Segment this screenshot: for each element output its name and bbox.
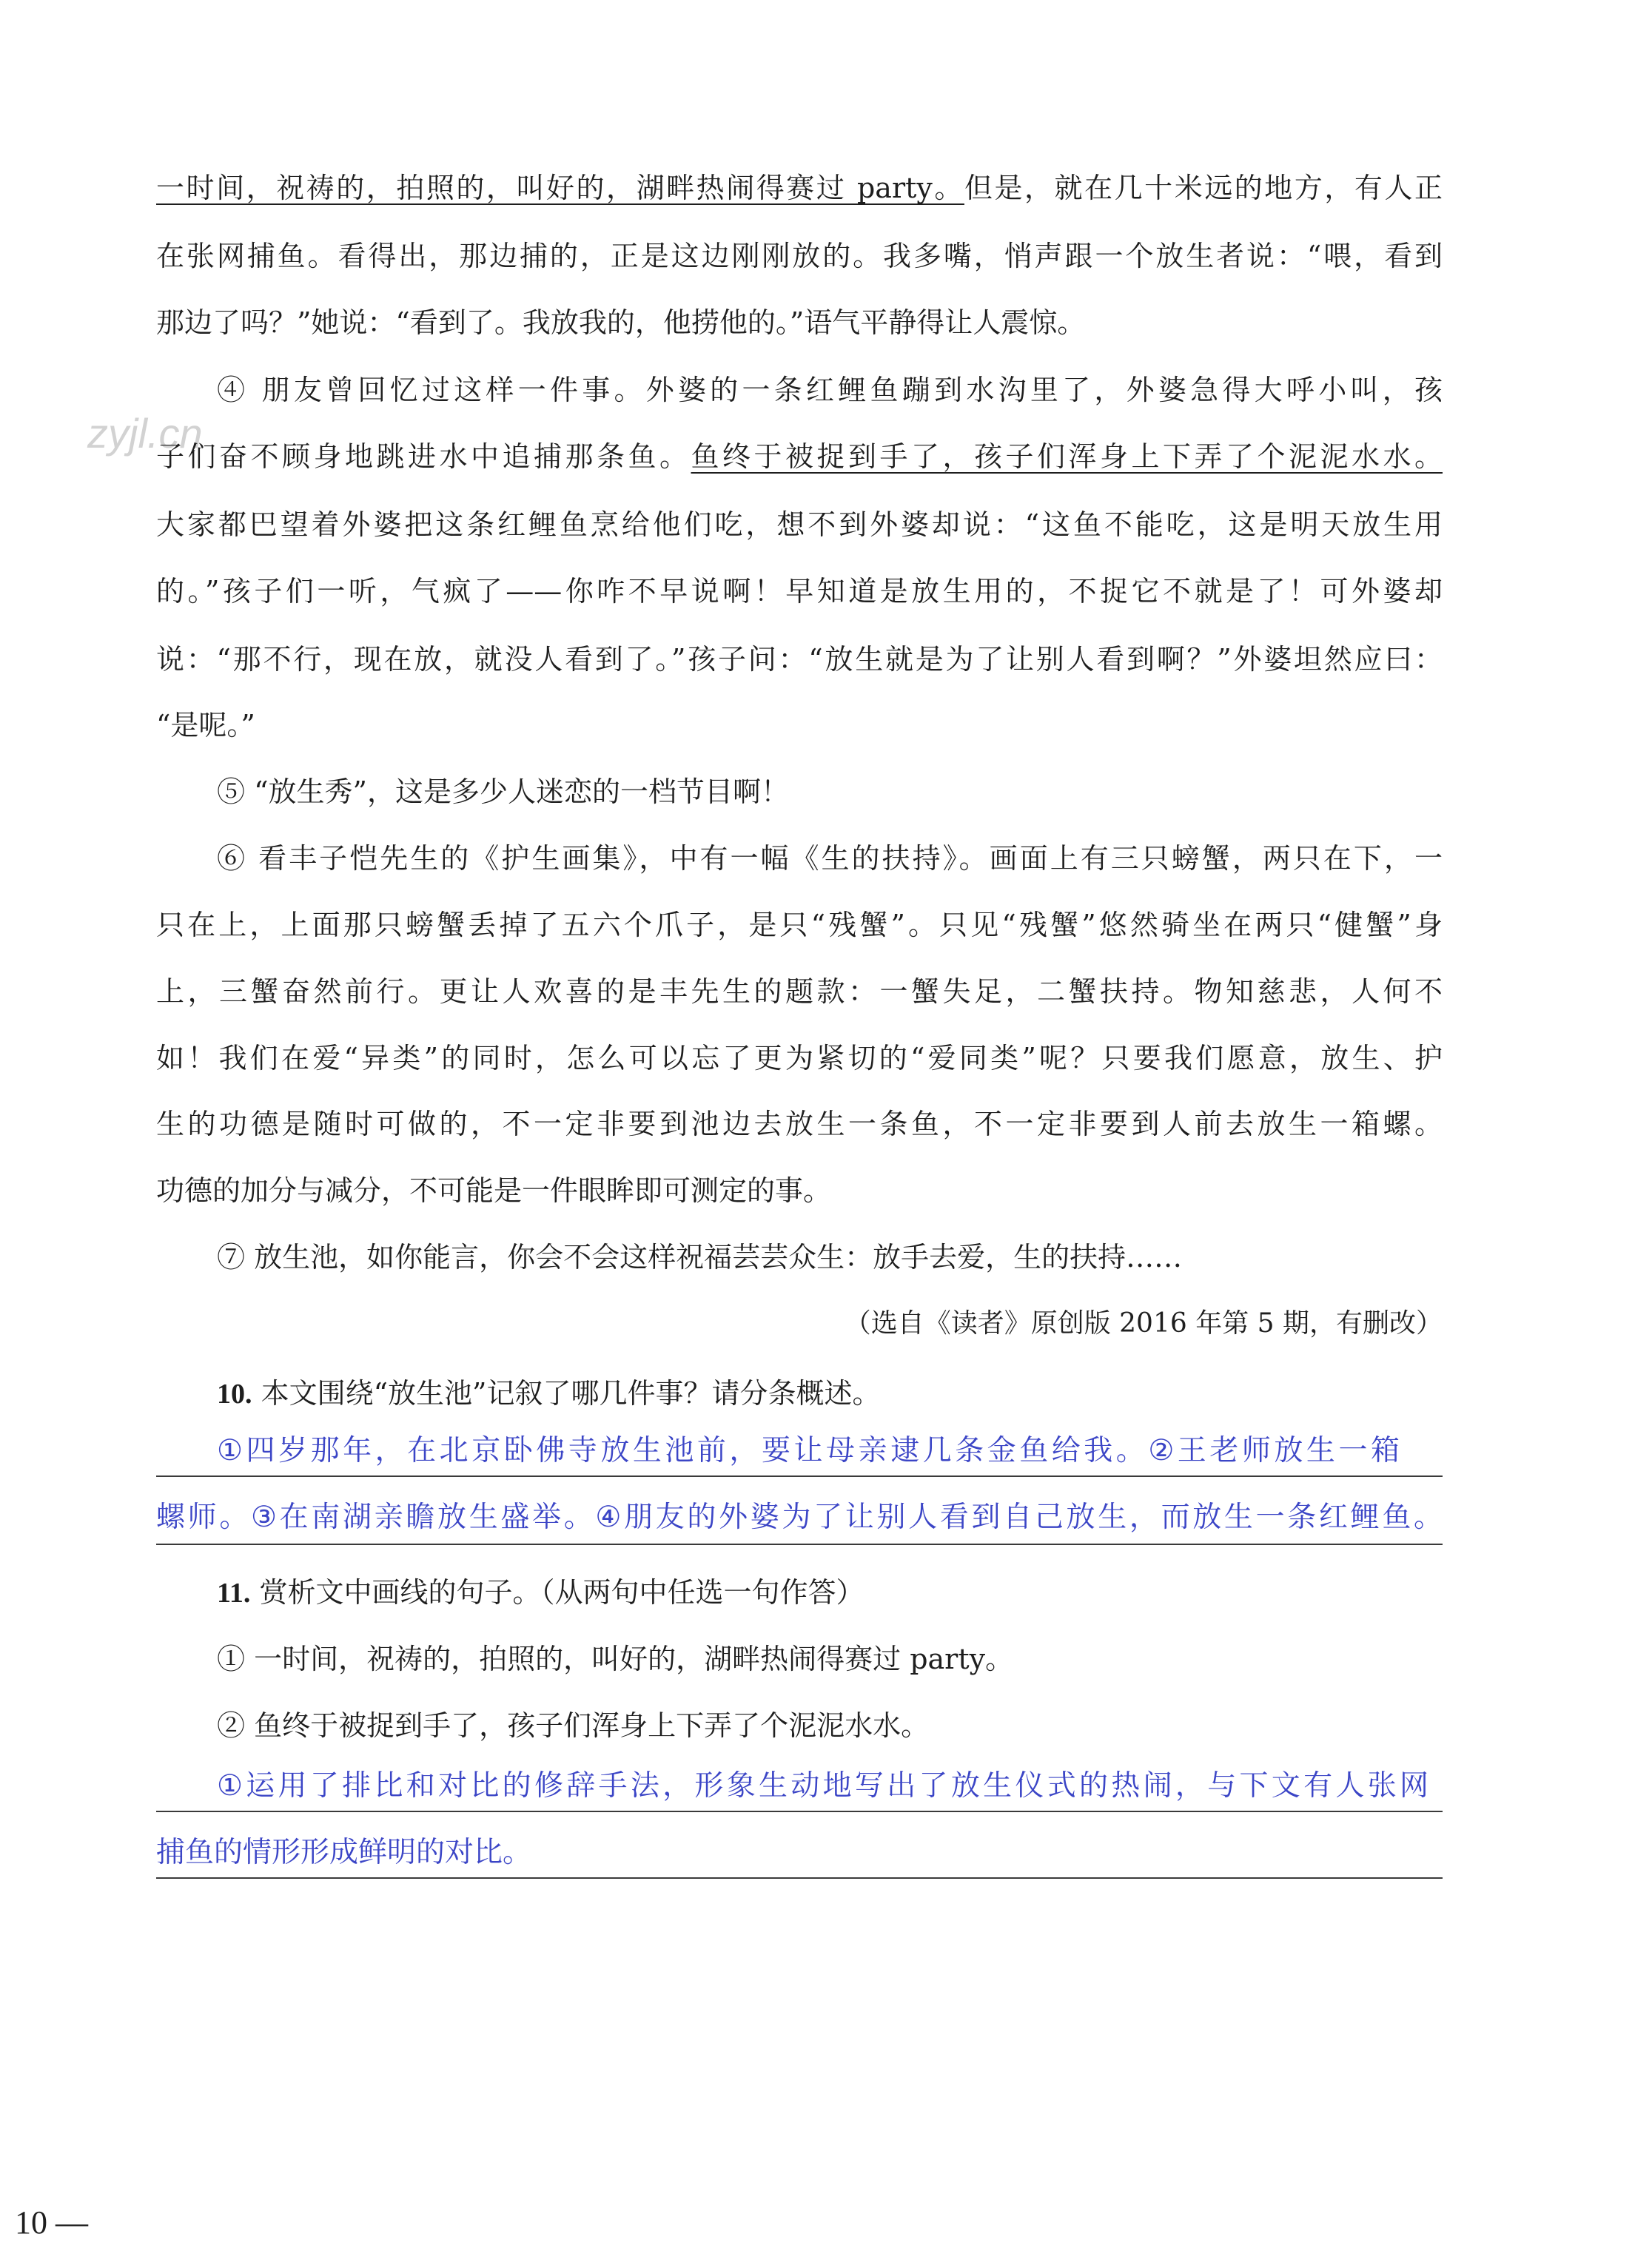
- passage-text: 朋友曾回忆过这样一件事。外婆的一条红鲤鱼蹦到水沟里了，外婆急得大呼小叫，孩: [261, 374, 1443, 406]
- passage-line: 那边了吗？”她说：“看到了。我放我的，他捞他的。”语气平静得让人震惊。: [156, 306, 1086, 339]
- answer-rule: [156, 1811, 1443, 1812]
- paragraph-marker: ⑤: [217, 775, 246, 808]
- paragraph-marker: ④: [217, 374, 249, 406]
- passage-line: 生的功德是随时可做的，不一定非要到池边去放生一条鱼，不一定非要到人前去放生一箱螺。: [156, 1108, 1443, 1140]
- paragraph-marker: ⑦: [217, 1241, 246, 1273]
- question-item: [217, 1635, 1443, 1683]
- answer-line: ①四岁那年，在北京卧佛寺放生池前，要让母亲逮几条金鱼给我。②王老师放生一箱: [217, 1434, 1400, 1467]
- item-text: 一时间，祝祷的，拍照的，叫好的，湖畔热闹得赛过 party。: [254, 1643, 1014, 1675]
- passage-line: [217, 366, 1443, 414]
- page-number: 10 —: [15, 2204, 88, 2241]
- question-prompt: 本文围绕“放生池”记叙了哪几件事？请分条概述。: [261, 1377, 881, 1410]
- answer-rule: [156, 1877, 1443, 1879]
- passage-line: 功德的加分与减分，不可能是一件眼眸即可测定的事。: [156, 1174, 832, 1207]
- passage-line: [217, 1234, 1443, 1281]
- passage-text: 放生池，如你能言，你会不会这样祝福芸芸众生：放手去爱，生的扶持……: [254, 1241, 1183, 1273]
- passage-line: [156, 164, 1443, 212]
- question-prompt: 赏析文中画线的句子。（从两句中任选一句作答）: [259, 1576, 864, 1609]
- answer-rule: [156, 1544, 1443, 1545]
- question-10: [217, 1370, 1443, 1417]
- question-11: [217, 1569, 1443, 1616]
- passage-text: 看丰子恺先生的《护生画集》，中有一幅《生的扶持》。画面上有三只螃蟹，两只在下，一: [258, 842, 1443, 875]
- passage-text: “放生秀”，这是多少人迷恋的一档节目啊！: [254, 775, 789, 808]
- item-text: 鱼终于被捉到手了，孩子们浑身上下弄了个泥泥水水。: [254, 1709, 930, 1742]
- passage-line: 如！我们在爱“异类”的同时，怎么可以忘了更为紧切的“爱同类”呢？只要我们愿意，放生、护: [156, 1042, 1443, 1074]
- passage-line: [156, 433, 1443, 480]
- passage-line: 的。”孩子们一听，气疯了——你咋不早说啊！早知道是放生用的，不捉它不就是了！可外婆却: [156, 575, 1443, 608]
- passage-text: 子们奋不顾身地跳进水中追捕那条鱼。: [156, 440, 691, 473]
- question-number: 11.: [217, 1578, 251, 1609]
- item-marker: ②: [217, 1709, 246, 1742]
- source-citation: （选自《读者》原创版 2016 年第 5 期，有删改）: [844, 1308, 1443, 1339]
- passage-text: 但是，就在几十米远的地方，有人正: [964, 172, 1443, 204]
- passage-line: [217, 768, 1443, 815]
- paragraph-marker: ⑥: [217, 842, 248, 875]
- passage-line: [217, 835, 1443, 882]
- passage-line: 只在上，上面那只螃蟹丢掉了五六个爪子，是只“残蟹”。只见“残蟹”悠然骑坐在两只“健蟹”身: [156, 909, 1443, 941]
- question-item: [217, 1702, 1443, 1749]
- item-marker: ①: [217, 1643, 246, 1675]
- passage-line: 说：“那不行，现在放，就没人看到了。”孩子问：“放生就是为了让别人看到啊？”外婆坦然应曰：: [156, 643, 1443, 676]
- passage-line: “是呢。”: [156, 709, 255, 741]
- passage-line: 在张网捕鱼。看得出，那边捕的，正是这边刚刚放的。我多嘴，悄声跟一个放生者说：“喂，看到: [156, 240, 1443, 272]
- answer-rule: [156, 1475, 1443, 1477]
- answer-line: ①运用了排比和对比的修辞手法，形象生动地写出了放生仪式的热闹，与下文有人张网: [217, 1769, 1428, 1803]
- question-number: 10.: [217, 1379, 252, 1410]
- underlined-sentence-2: 鱼终于被捉到手了，孩子们浑身上下弄了个泥泥水水。: [691, 440, 1443, 473]
- answer-line: 螺师。③在南湖亲瞻放生盛举。④朋友的外婆为了让别人看到自己放生，而放生一条红鲤鱼。: [156, 1501, 1443, 1534]
- answer-line: 捕鱼的情形形成鲜明的对比。: [156, 1836, 532, 1869]
- watermark: zyjl.cn: [87, 410, 203, 457]
- passage-line: 上，三蟹奋然前行。更让人欢喜的是丰先生的题款：一蟹失足，二蟹扶持。物知慈悲，人何不: [156, 975, 1443, 1008]
- passage-line: 大家都巴望着外婆把这条红鲤鱼烹给他们吃，想不到外婆却说：“这鱼不能吃，这是明天放生用: [156, 508, 1443, 541]
- underlined-sentence-1: 一时间，祝祷的，拍照的，叫好的，湖畔热闹得赛过 party。: [156, 172, 964, 204]
